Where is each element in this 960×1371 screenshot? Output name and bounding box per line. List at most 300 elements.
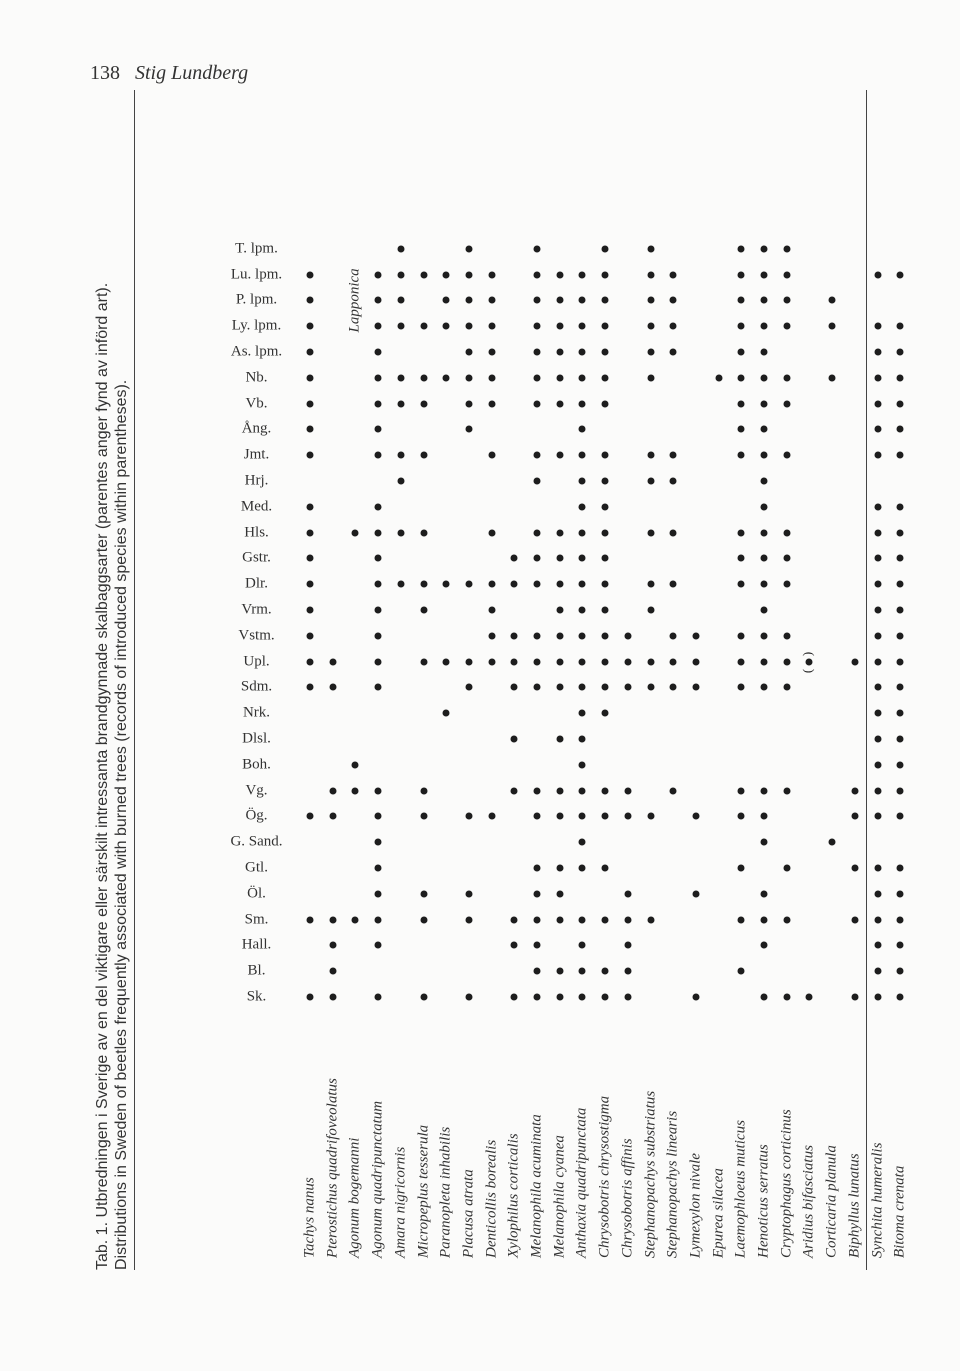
record-dot (761, 478, 768, 485)
record-dot (375, 916, 382, 923)
record-dot (375, 865, 382, 872)
record-dot (897, 426, 904, 433)
record-dot (556, 632, 563, 639)
record-dot (556, 400, 563, 407)
record-dot (443, 581, 450, 588)
record-dot (534, 890, 541, 897)
record-dot (465, 271, 472, 278)
record-dot (670, 323, 677, 330)
record-dot (897, 323, 904, 330)
record-dot (624, 890, 631, 897)
record-dot (670, 787, 677, 794)
record-dot (738, 968, 745, 975)
record-dot (511, 632, 518, 639)
record-dot (897, 400, 904, 407)
record-dot (874, 632, 881, 639)
record-dot (874, 761, 881, 768)
record-dot (375, 607, 382, 614)
record-dot (692, 813, 699, 820)
record-dot (579, 736, 586, 743)
record-dot (761, 349, 768, 356)
record-dot (579, 400, 586, 407)
rotated-table-page (78, 90, 908, 1270)
record-dot (874, 555, 881, 562)
record-dot (534, 529, 541, 536)
record-dot (465, 813, 472, 820)
record-dot (647, 684, 654, 691)
record-dot (761, 658, 768, 665)
record-dot (579, 916, 586, 923)
record-dot (488, 581, 495, 588)
record-dot (511, 994, 518, 1001)
record-dot (579, 426, 586, 433)
record-dot (624, 684, 631, 691)
record-dot (783, 400, 790, 407)
record-dot (352, 761, 359, 768)
record-dot (738, 658, 745, 665)
record-dot (488, 349, 495, 356)
record-dot (375, 787, 382, 794)
record-dot (443, 710, 450, 717)
species-name: Henoticus serratus (755, 1144, 772, 1258)
record-dot (556, 529, 563, 536)
record-dot (420, 374, 427, 381)
column-header: Dlr. (245, 575, 268, 592)
record-dot (307, 529, 314, 536)
record-dot (534, 349, 541, 356)
record-dot (420, 890, 427, 897)
record-dot (488, 658, 495, 665)
record-dot (874, 452, 881, 459)
record-dot (874, 323, 881, 330)
record-dot (375, 503, 382, 510)
record-dot (738, 684, 745, 691)
table-caption (93, 90, 131, 1270)
column-header: Ly. lpm. (231, 317, 282, 334)
record-dot (897, 374, 904, 381)
record-dot (715, 374, 722, 381)
record-dot (602, 813, 609, 820)
record-dot (738, 297, 745, 304)
species-name: Chrysobotris affinis (619, 1138, 636, 1258)
record-dot (761, 271, 768, 278)
record-dot (897, 581, 904, 588)
record-dot (783, 271, 790, 278)
record-dot (647, 323, 654, 330)
record-dot (738, 271, 745, 278)
record-dot (443, 323, 450, 330)
record-dot (375, 426, 382, 433)
record-dot (647, 271, 654, 278)
record-dot (307, 555, 314, 562)
record-dot (352, 529, 359, 536)
record-dot (624, 632, 631, 639)
page-header (90, 62, 248, 85)
record-dot (579, 607, 586, 614)
species-name: Aridius bifasciatus (800, 1145, 817, 1258)
record-dot (375, 684, 382, 691)
record-dot (579, 452, 586, 459)
species-name: Bitoma crenata (891, 1165, 908, 1258)
record-dot (307, 684, 314, 691)
record-dot (783, 994, 790, 1001)
record-dot (465, 245, 472, 252)
record-dot (375, 632, 382, 639)
record-dot (602, 710, 609, 717)
record-dot (761, 503, 768, 510)
record-dot (670, 349, 677, 356)
record-dot (556, 787, 563, 794)
record-dot (511, 942, 518, 949)
record-dot (534, 916, 541, 923)
record-dot (624, 968, 631, 975)
record-dot (692, 994, 699, 1001)
species-name: Stephanopachys substriatus (642, 1090, 658, 1258)
record-dot (534, 452, 541, 459)
species-name: Agonum quadripunctatum (369, 1100, 386, 1258)
record-dot (534, 994, 541, 1001)
record-dot (761, 581, 768, 588)
record-dot (761, 684, 768, 691)
record-dot (874, 890, 881, 897)
record-dot (307, 426, 314, 433)
record-dot (897, 632, 904, 639)
record-dot (375, 349, 382, 356)
record-dot (397, 374, 404, 381)
record-dot (897, 916, 904, 923)
record-dot (397, 245, 404, 252)
record-dot (420, 813, 427, 820)
record-dot (670, 581, 677, 588)
record-dot (465, 890, 472, 897)
record-dot (375, 839, 382, 846)
record-dot (874, 581, 881, 588)
species-name: Corticaria planula (823, 1145, 840, 1258)
record-dot (761, 942, 768, 949)
species-name: Agonum bogemanni (346, 1137, 363, 1258)
record-dot (488, 297, 495, 304)
record-dot (874, 374, 881, 381)
record-dot (307, 607, 314, 614)
species-name: Melanophila acuminata (528, 1114, 545, 1258)
record-dot (511, 555, 518, 562)
record-dot (602, 658, 609, 665)
column-header: Upl. (243, 653, 270, 670)
species-name: Chrysobotris chrysostigma (596, 1095, 613, 1258)
record-dot (488, 400, 495, 407)
record-dot (738, 632, 745, 639)
record-dot (307, 916, 314, 923)
record-dot (329, 994, 336, 1001)
record-dot (397, 400, 404, 407)
record-dot (556, 297, 563, 304)
record-dot (783, 452, 790, 459)
caption-swedish: Tab. 1. Utbredningen i Sverige av en del viktigare eller särskilt intressanta brandgynnade skalbaggsarter (parentes anger fynd av införd art). (94, 282, 111, 1270)
record-dot (488, 607, 495, 614)
record-dot (761, 323, 768, 330)
species-name: Lymexylon nivale (687, 1153, 704, 1258)
record-dot (534, 684, 541, 691)
record-dot (874, 400, 881, 407)
record-dot (352, 787, 359, 794)
record-dot (602, 374, 609, 381)
column-header: Sm. (244, 911, 269, 928)
record-dot (738, 529, 745, 536)
column-header: Vstm. (238, 627, 275, 644)
record-dot (874, 787, 881, 794)
record-dot (692, 632, 699, 639)
page-number: 138 (90, 62, 120, 84)
record-dot (556, 452, 563, 459)
column-header: G. Sand. (230, 833, 283, 850)
record-dot (897, 271, 904, 278)
record-dot (738, 349, 745, 356)
record-dot (738, 813, 745, 820)
record-dot (534, 942, 541, 949)
column-header: Bl. (247, 962, 266, 979)
record-dot (375, 555, 382, 562)
record-dot (897, 968, 904, 975)
record-dot (375, 452, 382, 459)
record-dot (307, 297, 314, 304)
record-dot (534, 271, 541, 278)
record-dot (329, 658, 336, 665)
species-name: Placusa atrata (460, 1169, 477, 1258)
record-dot (579, 942, 586, 949)
record-dot (511, 684, 518, 691)
record-dot (375, 813, 382, 820)
record-dot (874, 942, 881, 949)
record-dot (647, 581, 654, 588)
record-dot (534, 323, 541, 330)
species-name: Epurea silacea (710, 1168, 727, 1258)
record-dot (897, 736, 904, 743)
record-dot (556, 581, 563, 588)
record-dot (307, 349, 314, 356)
record-dot (602, 323, 609, 330)
record-dot (874, 271, 881, 278)
record-dot (556, 271, 563, 278)
record-dot (761, 813, 768, 820)
column-header: Nb. (245, 369, 268, 386)
record-dot (579, 813, 586, 820)
record-dot (897, 684, 904, 691)
record-dot (602, 787, 609, 794)
record-dot (897, 349, 904, 356)
record-dot (761, 297, 768, 304)
record-dot (420, 787, 427, 794)
record-dot (602, 916, 609, 923)
record-dot (738, 374, 745, 381)
record-dot (647, 374, 654, 381)
record-dot (420, 452, 427, 459)
record-dot (579, 374, 586, 381)
record-dot (670, 658, 677, 665)
species-name: Synchita humeralis (869, 1142, 885, 1258)
record-dot (556, 736, 563, 743)
record-dot (465, 323, 472, 330)
record-dot (647, 245, 654, 252)
record-dot (738, 400, 745, 407)
column-header: Sk. (246, 988, 267, 1005)
record-dot (897, 710, 904, 717)
record-dot (761, 607, 768, 614)
record-dot (874, 658, 881, 665)
record-dot (375, 890, 382, 897)
record-dot (579, 529, 586, 536)
record-dot (579, 632, 586, 639)
record-dot (534, 813, 541, 820)
record-dot (534, 245, 541, 252)
record-dot (602, 271, 609, 278)
record-dot (579, 994, 586, 1001)
record-dot (579, 581, 586, 588)
record-dot (806, 994, 813, 1001)
column-header: Hrj. (244, 472, 269, 489)
record-dot (602, 478, 609, 485)
record-dot (829, 839, 836, 846)
record-dot (556, 658, 563, 665)
record-dot (670, 632, 677, 639)
record-dot (465, 581, 472, 588)
record-dot (783, 865, 790, 872)
record-dot (647, 916, 654, 923)
record-dot (397, 297, 404, 304)
record-dot (647, 478, 654, 485)
record-dot (443, 658, 450, 665)
species-name: Xylophilus corticalis (505, 1133, 522, 1258)
record-dot (375, 942, 382, 949)
record-dot (534, 555, 541, 562)
record-dot (579, 865, 586, 872)
record-dot (670, 529, 677, 536)
record-dot (534, 297, 541, 304)
column-header: P. lpm. (235, 291, 278, 308)
record-dot (488, 813, 495, 820)
record-dot (579, 478, 586, 485)
species-name: Cryptophagus corticinus (778, 1109, 795, 1258)
record-dot (420, 994, 427, 1001)
record-dot (602, 452, 609, 459)
record-dot (375, 400, 382, 407)
column-header: Med. (240, 498, 273, 515)
record-dot (307, 581, 314, 588)
caption-english: Distributions in Sweden of beetles frequently associated with burned trees (records of introduced species within parentheses). (113, 379, 130, 1270)
record-dot (375, 529, 382, 536)
column-header: Hls. (244, 524, 269, 541)
record-dot (897, 658, 904, 665)
record-dot (534, 787, 541, 794)
record-dot (307, 994, 314, 1001)
record-dot (624, 994, 631, 1001)
column-header: Hall. (241, 936, 272, 953)
species-name: Tachys nanus (301, 1177, 318, 1258)
record-dot (307, 632, 314, 639)
record-dot (534, 968, 541, 975)
record-dot (511, 581, 518, 588)
record-dot (375, 994, 382, 1001)
running-author: Stig Lundberg (135, 62, 249, 84)
record-dot (465, 916, 472, 923)
record-dot (579, 787, 586, 794)
record-dot (488, 632, 495, 639)
record-dot (397, 452, 404, 459)
record-dot (579, 968, 586, 975)
record-dot (579, 555, 586, 562)
record-dot (897, 529, 904, 536)
record-dot (738, 245, 745, 252)
record-dot (465, 349, 472, 356)
record-dot (624, 942, 631, 949)
record-dot (397, 581, 404, 588)
record-dot (647, 452, 654, 459)
record-dot (851, 994, 858, 1001)
column-header: Dlsl. (242, 730, 271, 747)
record-dot (897, 503, 904, 510)
record-dot (420, 607, 427, 614)
record-dot (783, 916, 790, 923)
record-dot (397, 323, 404, 330)
record-dot (602, 581, 609, 588)
record-dot (602, 503, 609, 510)
record-dot (874, 916, 881, 923)
record-dot (556, 813, 563, 820)
record-dot (534, 658, 541, 665)
record-dot (534, 400, 541, 407)
record-dot (420, 658, 427, 665)
record-dot (874, 684, 881, 691)
record-dot (874, 503, 881, 510)
record-dot (307, 658, 314, 665)
record-dot (783, 374, 790, 381)
record-dot (329, 916, 336, 923)
species-name: Pterostichus quadrifoveolatus (324, 1078, 341, 1258)
record-dot (851, 916, 858, 923)
record-dot (556, 323, 563, 330)
species-name: Stephanopachys linearis (664, 1110, 681, 1258)
record-dot (851, 813, 858, 820)
column-header: Gtl. (245, 859, 268, 876)
record-dot (307, 323, 314, 330)
column-header: Lu. lpm. (230, 266, 283, 283)
record-dot (602, 555, 609, 562)
column-header: Vb. (245, 395, 268, 412)
record-dot (783, 555, 790, 562)
record-dot (307, 503, 314, 510)
record-dot (761, 452, 768, 459)
column-header: Boh. (242, 756, 271, 773)
record-dot (352, 916, 359, 923)
record-dot (420, 271, 427, 278)
record-dot (307, 813, 314, 820)
record-dot (397, 478, 404, 485)
record-dot (307, 374, 314, 381)
record-dot (556, 968, 563, 975)
record-dot (874, 813, 881, 820)
column-header: Vrm. (241, 601, 272, 618)
record-dot (534, 632, 541, 639)
record-dot (511, 658, 518, 665)
record-dot (874, 736, 881, 743)
record-dot (670, 684, 677, 691)
record-dot (897, 761, 904, 768)
record-dot (488, 529, 495, 536)
record-dot (897, 890, 904, 897)
record-dot (602, 400, 609, 407)
column-header: Jmt. (243, 446, 270, 463)
record-dot (897, 452, 904, 459)
record-dot (465, 426, 472, 433)
